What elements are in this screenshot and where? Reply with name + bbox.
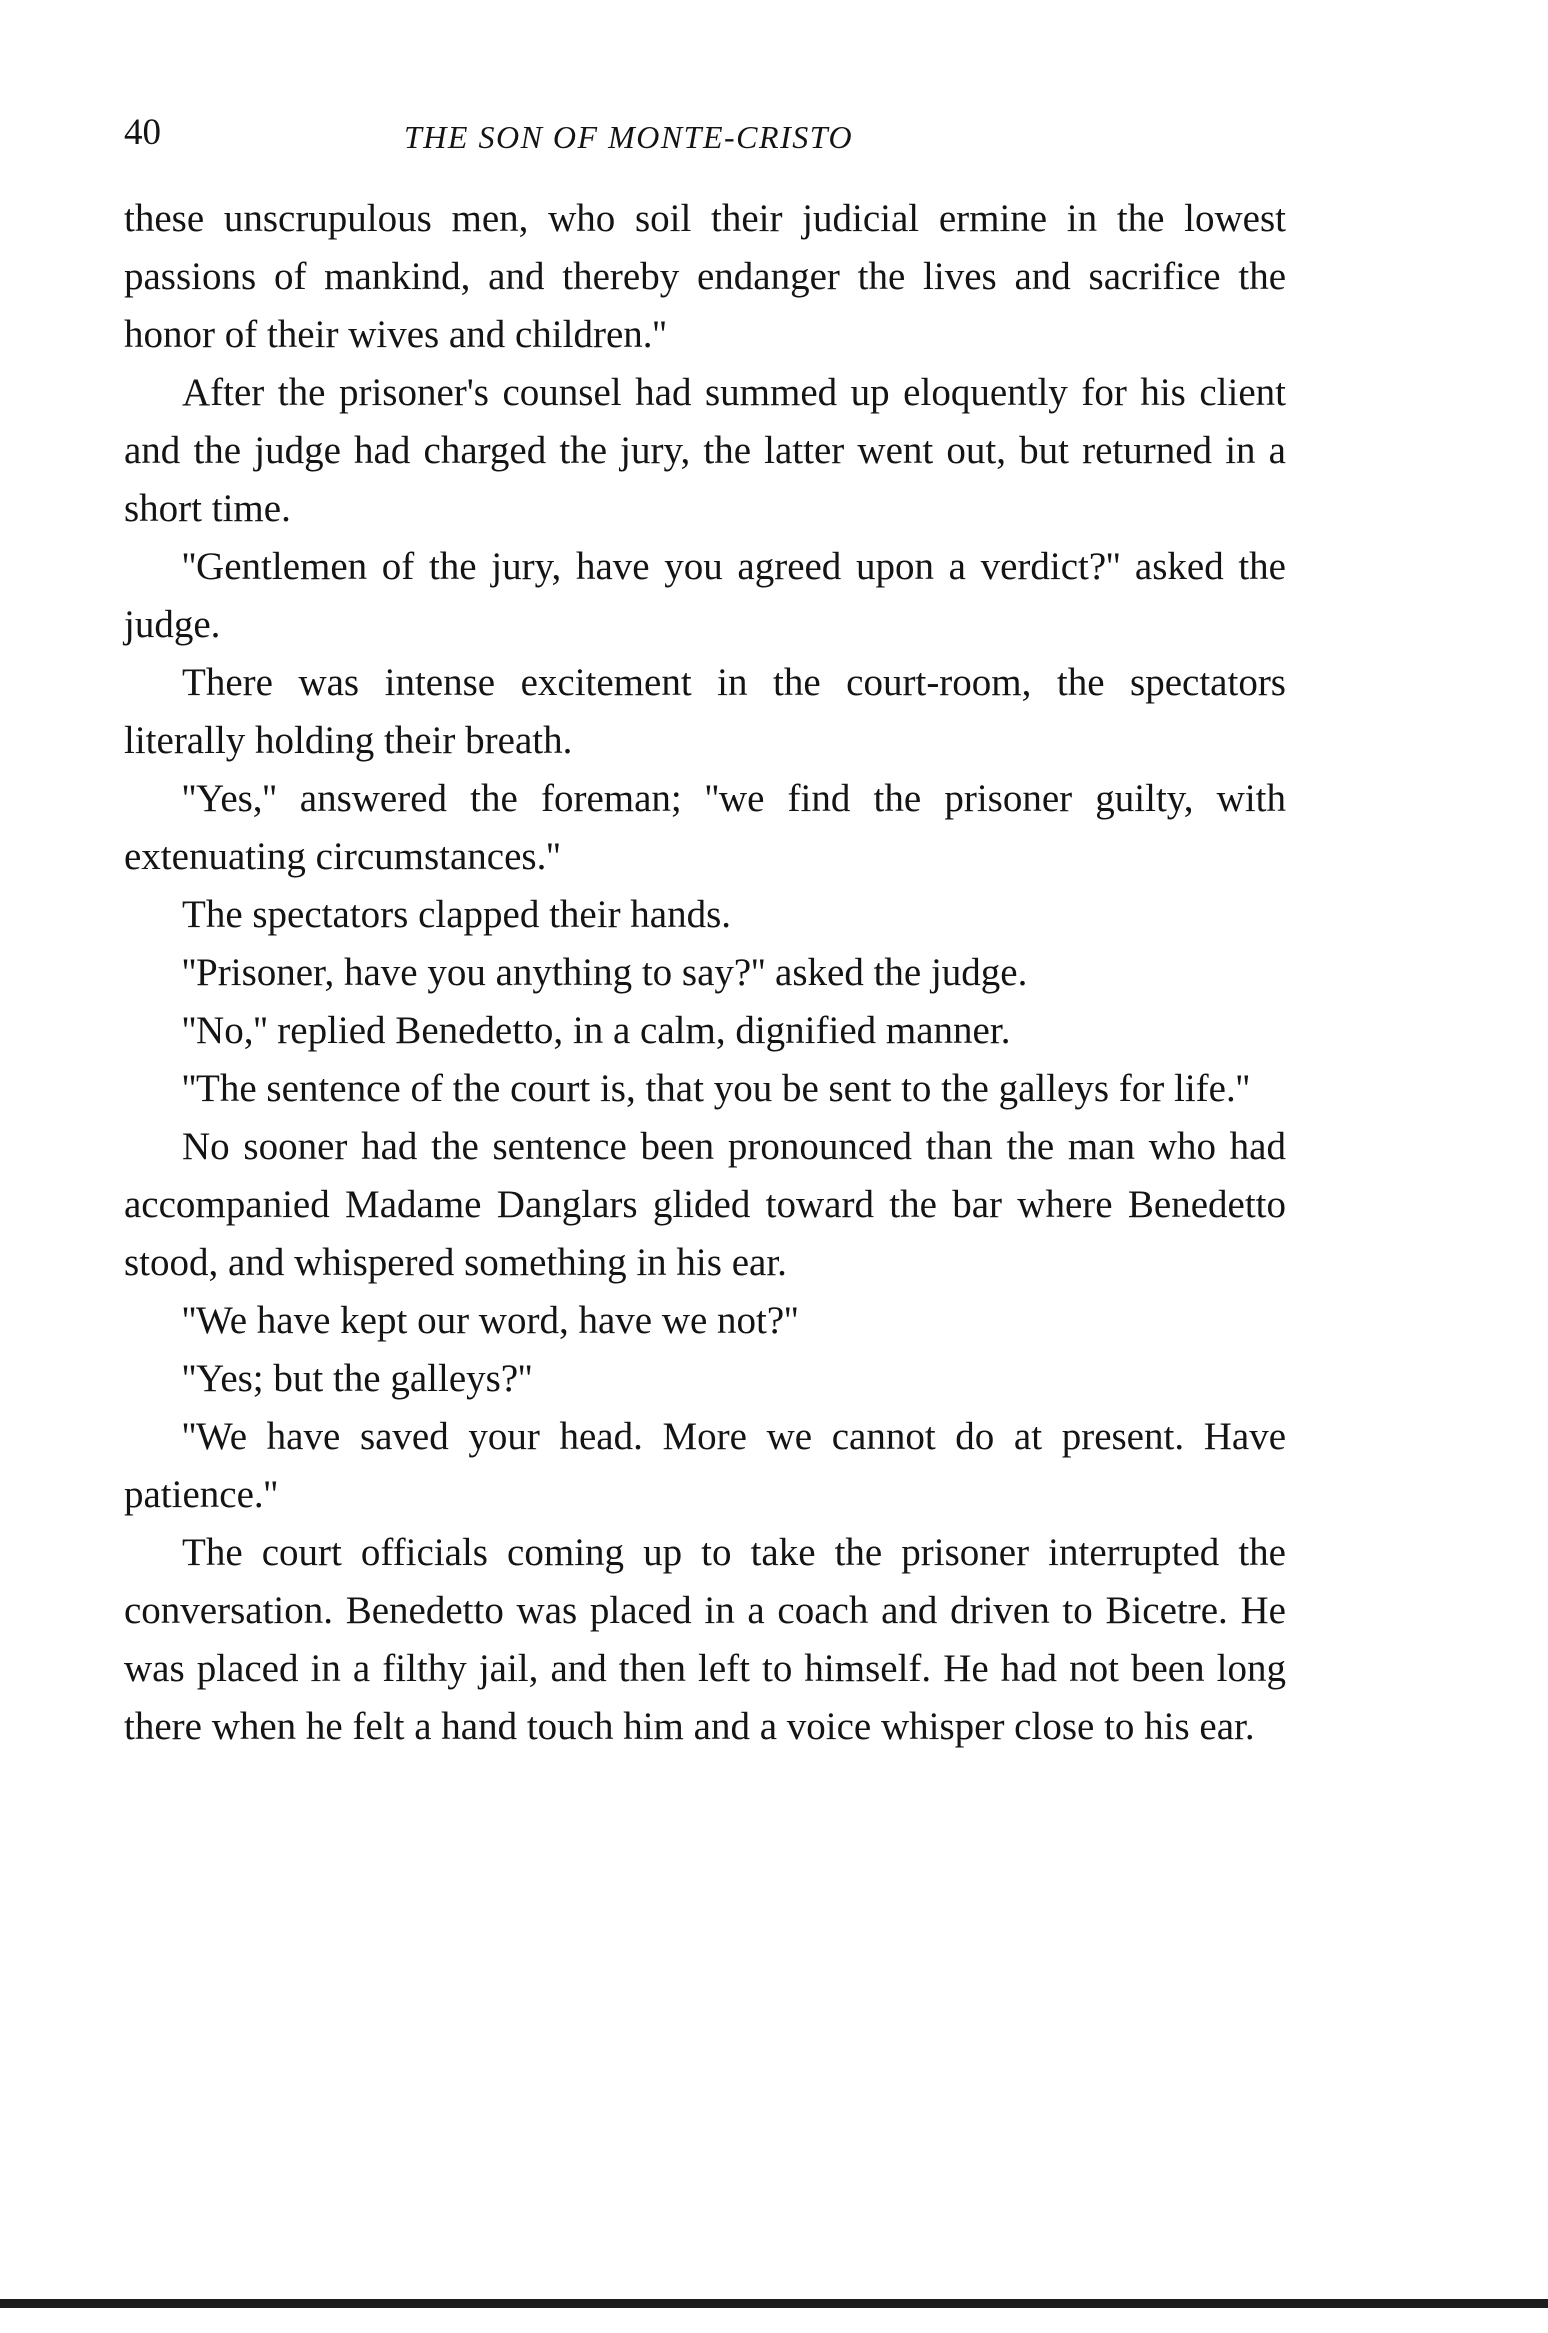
paragraph: ''Yes; but the galleys?'' <box>182 1357 533 1400</box>
paragraph: ''Prisoner, have you anything to say?'' asked the judge. <box>182 951 1028 994</box>
paragraph: No sooner had the sentence been pronounced than the man who had accompanied Madame Danglars glided toward the bar where Benedetto stood, and whispered something in his ear. <box>124 1125 1286 1284</box>
page-number: 40 <box>124 112 161 153</box>
paragraph: ''No,'' replied Benedetto, in a calm, dignified manner. <box>182 1009 1011 1052</box>
paragraph: ''Gentlemen of the jury, have you agreed upon a verdict?'' asked the judge. <box>124 545 1286 646</box>
paragraph: ''We have kept our word, have we not?'' <box>182 1299 799 1342</box>
paragraph: ''We have saved your head. More we cannot do at present. Have patience.'' <box>124 1415 1286 1516</box>
paragraph: ''The sentence of the court is, that you be sent to the galleys for life.'' <box>182 1067 1250 1110</box>
paragraph: The spectators clapped their hands. <box>182 893 732 936</box>
paragraph: After the prisoner's counsel had summed up eloquently for his client and the judge had charged the jury, the latter went out, but returned in a short time. <box>124 371 1286 530</box>
page-header <box>124 108 1284 168</box>
paragraph: There was intense excitement in the court-room, the spectators literally holding their breath. <box>124 661 1286 762</box>
running-title: THE SON OF MONTE-CRISTO <box>404 119 854 155</box>
paragraph: ''Yes,'' answered the foreman; ''we find the prisoner guilty, with extenuating circumstances.'' <box>124 777 1286 878</box>
paragraph: The court officials coming up to take the prisoner interrupted the conversation. Benedetto was placed in a coach and driven to Bicetre. He was placed in a filthy jail, and then left to himself. He had not been long there when he felt a hand touch him and a voice whisper close to his ear. <box>124 1531 1286 1748</box>
bottom-rule <box>0 2299 1548 2308</box>
body-text <box>124 190 1286 1756</box>
paragraph-continuation: these unscrupulous men, who soil their judicial ermine in the lowest passions of mankind, and thereby endanger the lives and sacrifice the honor of their wives and children.'' <box>124 197 1286 356</box>
